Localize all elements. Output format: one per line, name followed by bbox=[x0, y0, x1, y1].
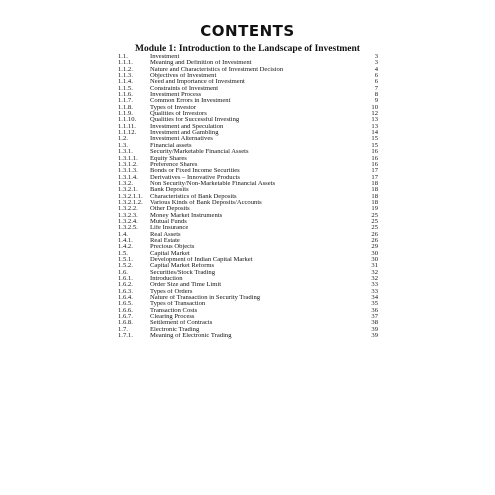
toc-entry-title: Order Size and Time Limit bbox=[150, 282, 222, 289]
toc-entry-number: 1.6.4. bbox=[118, 294, 133, 302]
toc-entry-page: 8 bbox=[374, 91, 378, 99]
toc-entry-page: 6 bbox=[374, 78, 378, 86]
toc-entry-page: 31 bbox=[371, 262, 378, 270]
toc-entry-title: Preference Shares bbox=[150, 161, 198, 168]
toc-entry-number: 1.6.6. bbox=[118, 306, 133, 314]
toc-entry-title: Equity Shares bbox=[150, 155, 187, 162]
toc-entry-number: 1.3.1.3. bbox=[118, 167, 138, 175]
toc-entry-page: 37 bbox=[371, 313, 378, 321]
toc-entry-title: Need and Importance of Investment bbox=[150, 79, 245, 86]
toc-entry-title: Types of Orders bbox=[150, 288, 193, 295]
toc-entry-title: Common Errors in Investment bbox=[150, 98, 231, 105]
toc-entry-number: 1.3.2.1.1. bbox=[118, 192, 143, 200]
toc-entry-number: 1.6.5. bbox=[118, 300, 133, 308]
toc-entry-number: 1.1. bbox=[118, 53, 128, 60]
toc-entry-title: Investment and Gambling bbox=[150, 130, 219, 137]
toc-entry-title: Transaction Costs bbox=[150, 307, 198, 314]
toc-entry-title: Precious Objects bbox=[150, 244, 195, 251]
toc-entry-title: Investment bbox=[150, 54, 180, 60]
toc-entry-page: 10 bbox=[371, 103, 378, 111]
toc-entry-title: Real Estate bbox=[150, 237, 180, 244]
toc-entry-page: 16 bbox=[371, 154, 378, 162]
toc-entry-page: 30 bbox=[371, 256, 378, 263]
toc-entry-page: 13 bbox=[371, 122, 378, 130]
toc-entry-number: 1.1.6. bbox=[118, 91, 133, 99]
toc-entry-number: 1.6.7. bbox=[118, 313, 133, 321]
toc-entry-number: 1.1.7. bbox=[118, 97, 133, 105]
toc-entry-page: 9 bbox=[374, 97, 378, 105]
toc-entry-page: 18 bbox=[371, 198, 378, 206]
toc-entry-title: Money Market Instruments bbox=[150, 212, 223, 219]
toc-entry-page: 36 bbox=[371, 306, 378, 314]
toc-entry-page: 18 bbox=[371, 179, 378, 187]
toc-entry-number: 1.6. bbox=[118, 268, 128, 276]
toc-entry-title: Capital Market bbox=[150, 250, 190, 257]
toc-entry-number: 1.6.1. bbox=[118, 275, 133, 283]
toc-entry-number: 1.1.11. bbox=[118, 122, 136, 130]
toc-entry-number: 1.3.2.1. bbox=[118, 186, 138, 194]
toc-entry-number: 1.3.2. bbox=[118, 179, 133, 187]
toc-entry-number: 1.1.10. bbox=[118, 116, 137, 124]
toc-entry-title: Meaning and Definition of Investment bbox=[150, 60, 252, 67]
toc-entry-page: 38 bbox=[371, 319, 378, 327]
toc-entry-title: Financial assets bbox=[150, 142, 192, 149]
toc-entry-title: Other Deposits bbox=[150, 206, 190, 213]
toc-entry-page: 35 bbox=[371, 300, 378, 308]
toc-entry-number: 1.1.9. bbox=[118, 110, 133, 118]
toc-entry-page: 34 bbox=[371, 294, 378, 302]
toc-entry-number: 1.1.8. bbox=[118, 103, 133, 111]
toc-entry-number: 1.1.4. bbox=[118, 78, 133, 86]
toc-entry-title: Security/Marketable Financial Assets bbox=[150, 149, 249, 156]
toc-entry-number: 1.5. bbox=[118, 249, 128, 257]
toc-entry-title: Life Insurance bbox=[150, 225, 189, 232]
toc-entry-title: Introduction bbox=[150, 276, 183, 283]
toc-entry-number: 1.2. bbox=[118, 135, 128, 143]
toc-entry-number: 1.1.1. bbox=[118, 59, 133, 67]
toc-entry-page: 17 bbox=[371, 173, 378, 181]
toc-entry-title: Bonds or Fixed Income Securities bbox=[150, 168, 240, 175]
toc-entry-page: 33 bbox=[371, 287, 378, 295]
toc-entry-number: 1.1.3. bbox=[118, 72, 133, 80]
toc-entry-page: 12 bbox=[371, 110, 378, 118]
toc-entry-page: 15 bbox=[371, 141, 378, 149]
toc-entry-number: 1.4.2. bbox=[118, 243, 133, 251]
toc-entry-number: 1.6.2. bbox=[118, 281, 133, 289]
toc-entry-title: Investment and Speculation bbox=[150, 123, 224, 130]
toc-entry-page: 13 bbox=[371, 116, 378, 124]
toc-entry bbox=[118, 333, 378, 339]
toc-entry-page: 25 bbox=[371, 224, 378, 232]
toc-entry-page: 14 bbox=[371, 129, 378, 137]
toc-entry-title: Qualities of Investors bbox=[150, 111, 207, 118]
toc-entry-title: Electronic Trading bbox=[150, 326, 200, 333]
toc-entry-page: 25 bbox=[371, 217, 378, 225]
toc-entry-number: 1.6.8. bbox=[118, 319, 133, 327]
toc-entry-title: Types of Investor bbox=[150, 104, 197, 111]
toc-entry-title: Development of Indian Capital Market bbox=[150, 257, 253, 263]
toc-entry-number: 1.7.1. bbox=[118, 332, 133, 340]
toc-entry-page: 29 bbox=[371, 243, 378, 251]
toc-entry-page: 25 bbox=[371, 211, 378, 219]
toc-entry-number: 1.5.2. bbox=[118, 262, 133, 270]
toc-entry-number: 1.3.1. bbox=[118, 148, 133, 156]
toc-entry-page: 18 bbox=[371, 192, 378, 200]
toc-entry-number: 1.4.1. bbox=[118, 236, 133, 244]
toc-entry-title: Bank Deposits bbox=[150, 187, 189, 194]
toc-entry-title: Meaning of Electronic Trading bbox=[150, 333, 232, 340]
toc-entry-number: 1.7. bbox=[118, 325, 128, 333]
toc-entry-number: 1.6.3. bbox=[118, 287, 133, 295]
toc-entry-page: 30 bbox=[371, 249, 378, 257]
toc-entry-number: 1.3.2.1.2. bbox=[118, 198, 143, 206]
toc-entry-page: 17 bbox=[371, 167, 378, 175]
toc-entry-page: 7 bbox=[374, 84, 378, 92]
toc-entry-number: 1.3.1.1. bbox=[118, 154, 138, 162]
toc-entry-page: 18 bbox=[371, 186, 378, 194]
toc-entry-title: Nature of Transaction in Security Trading bbox=[150, 295, 261, 302]
toc-entry-page: 15 bbox=[371, 135, 378, 143]
toc-entry-page: 3 bbox=[374, 53, 378, 60]
toc-entry-title: Derivatives – Innovative Products bbox=[150, 174, 240, 181]
toc-entry-page: 4 bbox=[374, 65, 378, 73]
toc-entry-number: 1.5.1. bbox=[118, 256, 133, 263]
toc-entry-page: 6 bbox=[374, 72, 378, 80]
toc-entry-number: 1.4. bbox=[118, 230, 128, 238]
toc-entry-number: 1.3.2.3. bbox=[118, 211, 138, 219]
toc-entry-title: Types of Transaction bbox=[150, 301, 206, 308]
toc-entry-number: 1.1.12. bbox=[118, 129, 137, 137]
toc-entry-number: 1.3. bbox=[118, 141, 128, 149]
toc-entry-number: 1.3.1.4. bbox=[118, 173, 138, 181]
toc-entry-title: Real Assets bbox=[150, 231, 181, 238]
table-of-contents bbox=[118, 54, 378, 339]
toc-entry-title: Investment Process bbox=[150, 92, 202, 99]
toc-entry-title: Investment Alternatives bbox=[150, 136, 213, 143]
toc-entry-page: 39 bbox=[371, 332, 378, 340]
toc-entry-title: Securities/Stock Trading bbox=[150, 269, 216, 276]
module-title: Module 1: Introduction to the Landscape of Investment bbox=[135, 44, 360, 54]
toc-entry-title: Nature and Characteristics of Investment Decision bbox=[150, 66, 284, 73]
page-heading: CONTENTS bbox=[200, 22, 295, 40]
toc-entry-title: Mutual Funds bbox=[150, 218, 187, 225]
toc-entry-title: Constraints of Investment bbox=[150, 85, 219, 92]
toc-entry-number: 1.3.1.2. bbox=[118, 160, 138, 168]
toc-entry-title: Objectives of Investment bbox=[150, 73, 217, 80]
toc-entry-page: 16 bbox=[371, 160, 378, 168]
toc-entry-page: 32 bbox=[371, 275, 378, 283]
toc-entry-page: 19 bbox=[371, 205, 378, 213]
toc-entry-page: 32 bbox=[371, 268, 378, 276]
toc-entry-page: 33 bbox=[371, 281, 378, 289]
toc-entry-number: 1.3.2.4. bbox=[118, 217, 138, 225]
toc-entry-number: 1.1.5. bbox=[118, 84, 133, 92]
toc-entry-page: 26 bbox=[371, 230, 378, 238]
toc-entry-page: 39 bbox=[371, 325, 378, 333]
toc-entry-number: 1.3.2.5. bbox=[118, 224, 138, 232]
toc-entry-page: 26 bbox=[371, 236, 378, 244]
toc-entry-title: Qualities for Successful Investing bbox=[150, 117, 240, 124]
toc-entry-number: 1.1.2. bbox=[118, 65, 133, 73]
toc-entry-title: Non Security/Non-Marketable Financial Assets bbox=[150, 180, 276, 187]
toc-entry-title: Clearing Process bbox=[150, 314, 195, 321]
toc-entry-page: 3 bbox=[374, 59, 378, 67]
toc-entry-title: Capital Market Reforms bbox=[150, 263, 215, 270]
toc-entry-title: Settlement of Contracts bbox=[150, 320, 213, 327]
toc-entry-title: Characteristics of Bank Deposits bbox=[150, 193, 237, 200]
toc-entry-page: 16 bbox=[371, 148, 378, 156]
toc-entry-title: Various Kinds of Bank Deposits/Accounts bbox=[150, 199, 262, 206]
toc-entry-number: 1.3.2.2. bbox=[118, 205, 138, 213]
